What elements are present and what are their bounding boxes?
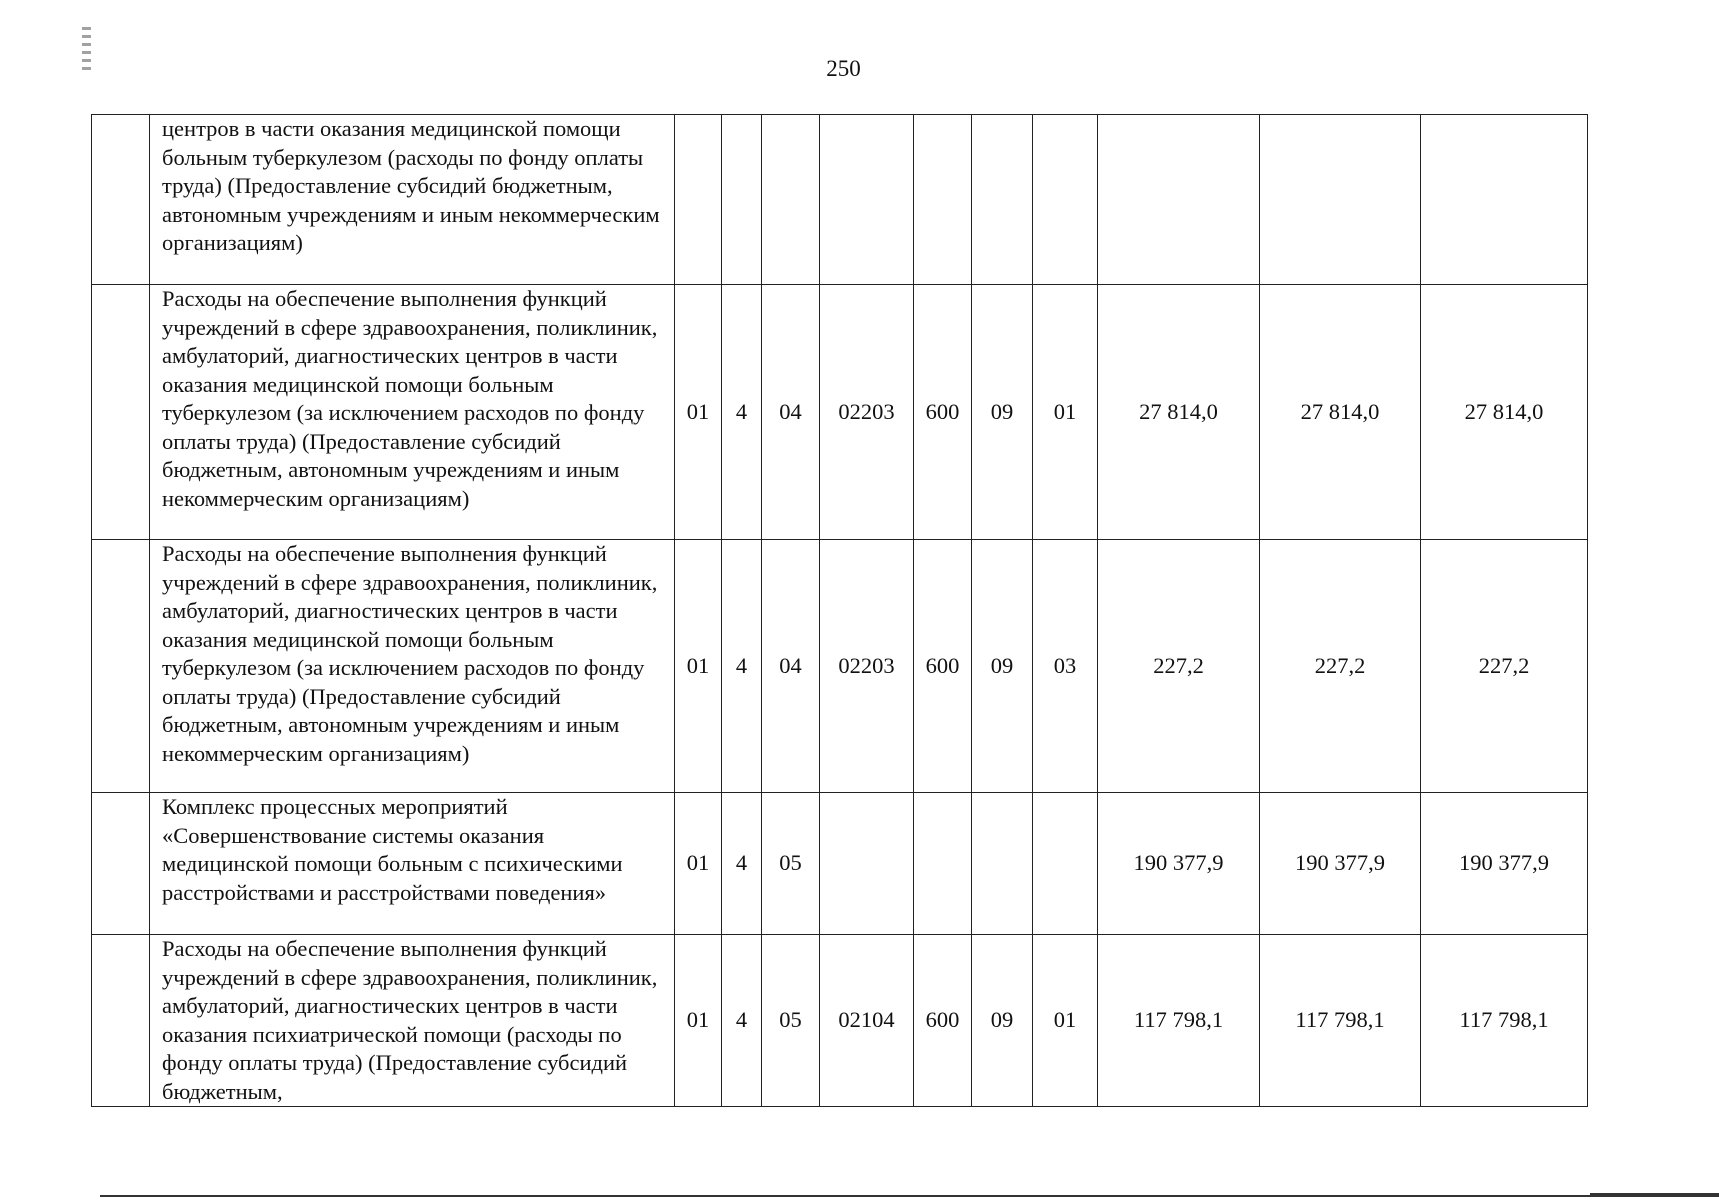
code-cell: 01 bbox=[675, 285, 722, 540]
budget-table bbox=[91, 114, 1588, 1107]
code-cell bbox=[820, 793, 914, 935]
amount-cell: 27 814,0 bbox=[1098, 285, 1260, 540]
row-number-cell bbox=[92, 793, 150, 935]
amount-cell: 227,2 bbox=[1260, 540, 1421, 793]
amount-cell: 190 377,9 bbox=[1098, 793, 1260, 935]
code-cell: 04 bbox=[762, 540, 820, 793]
amount-cell bbox=[1260, 115, 1421, 285]
code-cell bbox=[972, 115, 1033, 285]
amount-cell: 117 798,1 bbox=[1260, 935, 1421, 1107]
code-cell: 02203 bbox=[820, 285, 914, 540]
code-cell: 4 bbox=[722, 540, 762, 793]
code-cell: 01 bbox=[675, 540, 722, 793]
table-row bbox=[92, 793, 1588, 935]
description-cell: Расходы на обеспечение выполнения функций учреждений в сфере здравоохранения, поликлиник, амбулаторий, диагностических центров в части оказания медицинской помощи больным туберкулезом (за исключением расходов по фонду оплаты труда) (Предоставление субсидий бюджетным, автономным учреждениям и иным некоммерческим организациям) bbox=[150, 285, 675, 540]
amount-cell bbox=[1098, 115, 1260, 285]
row-number-cell bbox=[92, 935, 150, 1107]
description-cell: центров в части оказания медицинской помощи больным туберкулезом (расходы по фонду оплаты труда) (Предоставление субсидий бюджетным, автономным учреждениям и иным некоммерческим организациям) bbox=[150, 115, 675, 285]
code-cell: 01 bbox=[675, 935, 722, 1107]
code-cell bbox=[1033, 115, 1098, 285]
table-row bbox=[92, 115, 1588, 285]
amount-cell: 117 798,1 bbox=[1098, 935, 1260, 1107]
amount-cell: 190 377,9 bbox=[1421, 793, 1588, 935]
code-cell: 02203 bbox=[820, 540, 914, 793]
code-cell bbox=[675, 115, 722, 285]
description-cell: Расходы на обеспечение выполнения функций учреждений в сфере здравоохранения, поликлиник, амбулаторий, диагностических центров в части оказания психиатрической помощи (расходы по фонду оплаты труда) (Предоставление субсидий бюджетным, bbox=[150, 935, 675, 1107]
code-cell: 04 bbox=[762, 285, 820, 540]
row-number-cell bbox=[92, 115, 150, 285]
scan-edge-line bbox=[100, 1195, 1719, 1197]
code-cell bbox=[1033, 793, 1098, 935]
code-cell bbox=[762, 115, 820, 285]
amount-cell: 227,2 bbox=[1098, 540, 1260, 793]
page-number: 250 bbox=[826, 56, 861, 81]
table-row bbox=[92, 285, 1588, 540]
description-cell: Расходы на обеспечение выполнения функций учреждений в сфере здравоохранения, поликлиник, амбулаторий, диагностических центров в части оказания медицинской помощи больным туберкулезом (за исключением расходов по фонду оплаты труда) (Предоставление субсидий бюджетным, автономным учреждениям и иным некоммерческим организациям) bbox=[150, 540, 675, 793]
amount-cell: 27 814,0 bbox=[1421, 285, 1588, 540]
amount-cell: 227,2 bbox=[1421, 540, 1588, 793]
code-cell: 4 bbox=[722, 793, 762, 935]
code-cell: 4 bbox=[722, 935, 762, 1107]
description-cell: Комплекс процессных мероприятий «Совершенствование системы оказания медицинской помощи больным с психическими расстройствами и расстройствами поведения» bbox=[150, 793, 675, 935]
code-cell: 01 bbox=[1033, 935, 1098, 1107]
code-cell bbox=[722, 115, 762, 285]
code-cell: 600 bbox=[914, 540, 972, 793]
code-cell: 09 bbox=[972, 935, 1033, 1107]
table-row bbox=[92, 935, 1588, 1107]
code-cell: 02104 bbox=[820, 935, 914, 1107]
amount-cell bbox=[1421, 115, 1588, 285]
code-cell: 05 bbox=[762, 793, 820, 935]
code-cell bbox=[820, 115, 914, 285]
code-cell: 09 bbox=[972, 540, 1033, 793]
code-cell bbox=[914, 115, 972, 285]
code-cell: 600 bbox=[914, 935, 972, 1107]
code-cell: 05 bbox=[762, 935, 820, 1107]
amount-cell: 27 814,0 bbox=[1260, 285, 1421, 540]
code-cell: 01 bbox=[1033, 285, 1098, 540]
table-row bbox=[92, 540, 1588, 793]
code-cell: 4 bbox=[722, 285, 762, 540]
amount-cell: 117 798,1 bbox=[1421, 935, 1588, 1107]
code-cell: 03 bbox=[1033, 540, 1098, 793]
code-cell bbox=[972, 793, 1033, 935]
row-number-cell bbox=[92, 540, 150, 793]
code-cell: 01 bbox=[675, 793, 722, 935]
amount-cell: 190 377,9 bbox=[1260, 793, 1421, 935]
row-number-cell bbox=[92, 285, 150, 540]
code-cell: 09 bbox=[972, 285, 1033, 540]
scan-edge-line bbox=[1590, 1193, 1719, 1196]
code-cell bbox=[914, 793, 972, 935]
code-cell: 600 bbox=[914, 285, 972, 540]
